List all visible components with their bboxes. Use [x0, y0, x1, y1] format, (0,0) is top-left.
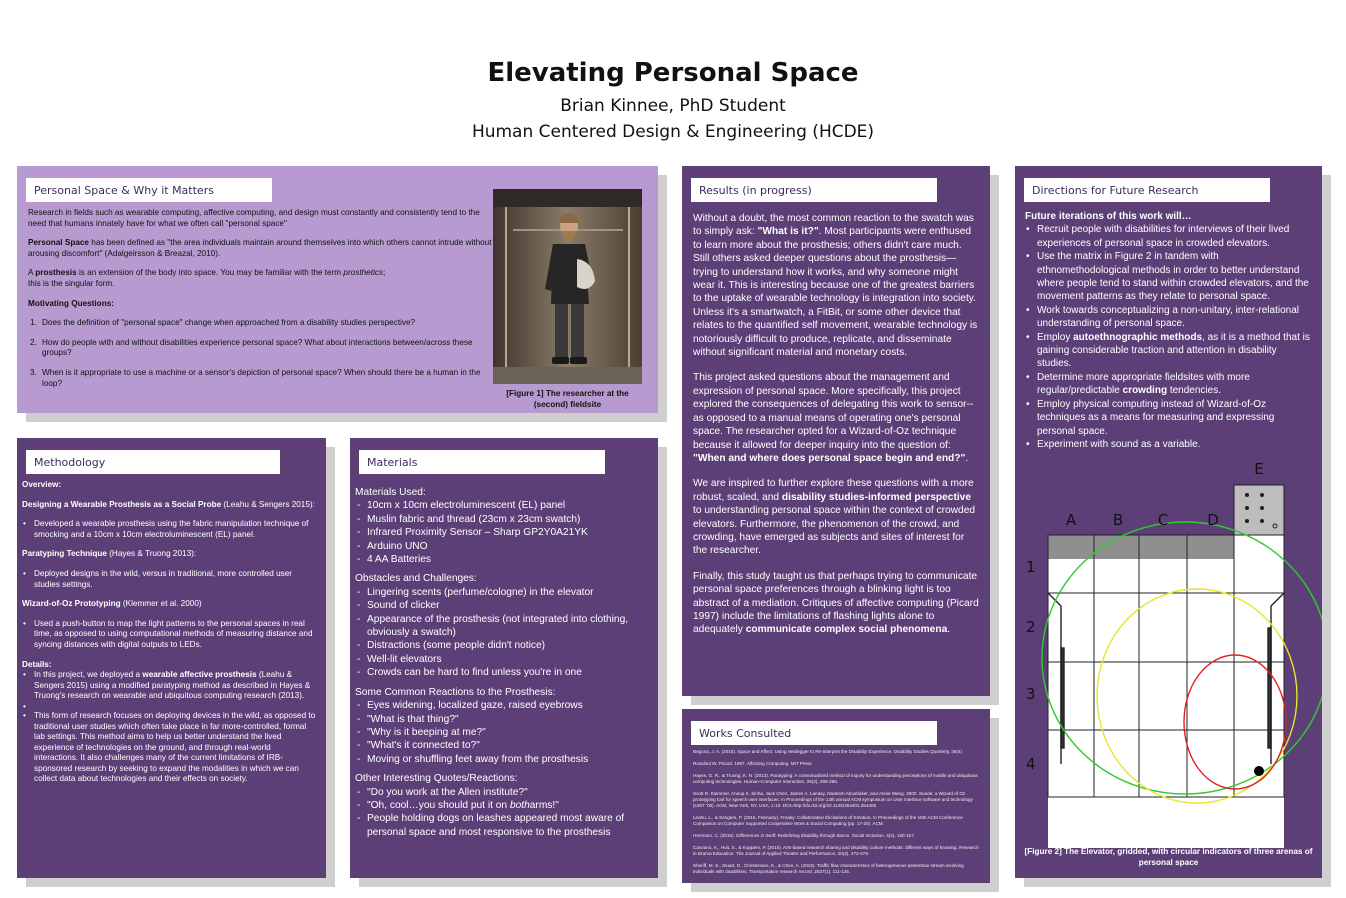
list-item: - Arduino UNO	[355, 540, 650, 553]
list-item: 3. When is it appropriate to use a machine or a sensor's depiction of personal space? When should there be a human in the loop?	[30, 367, 481, 388]
paragraph: This project asked questions about the management and expression of personal space. More specifically, this project explored the consequences of delegating this work to sensor--as opposed to a manual means of operating one's personal space. The researcher opted for a Wizard-of-Oz technique because it allowed for deeper inquiry into the question of: "When and where does personal space begin and end?".	[693, 372, 974, 464]
references-list	[693, 749, 980, 881]
motivating-label: Motivating Questions:	[28, 298, 114, 308]
reference-item: Sheriff, M. S., Stuart, D., Christensen, K., & Chen, A. (2015). Traffic flow characteristics of heterogeneous pedestrian stream involving individuals with disabilities. Transportation research record, 2537(1), 111-125.	[693, 863, 964, 874]
list-item: • Experiment with sound as a variable.	[1025, 438, 1312, 451]
panel-heading: Results (in progress)	[691, 178, 937, 202]
directions-text	[1025, 210, 1312, 451]
elevator-grid-figure	[1015, 458, 1322, 848]
row-label: 1	[1026, 558, 1036, 576]
reactions-list	[355, 699, 650, 766]
section-title: Designing a Wearable Prosthesis as a Social Probe (Leahu & Sengers 2015):	[22, 499, 315, 509]
panel-heading: Personal Space & Why it Matters	[26, 178, 272, 202]
list-item: - Moving or shuffling feet away from the prosthesis	[355, 753, 650, 766]
list-item: - 4 AA Batteries	[355, 553, 650, 566]
list-item: - Sound of clicker	[355, 599, 650, 612]
section-title: Paratyping Technique (Hayes & Truong 2013):	[22, 549, 197, 559]
author-line: Brian Kinnee, PhD Student	[560, 96, 786, 116]
list-item: • Recruit people with disabilities for interviews of their lived experiences of personal space in crowded elevators.	[1025, 223, 1312, 250]
list-item: - Infrared Proximity Sensor – Sharp GP2Y0A21YK	[355, 526, 650, 539]
figure-2-caption: [Figure 2] The Elevator, gridded, with circular indicators of three arenas of personal space	[1024, 847, 1313, 867]
panel-heading: Materials	[359, 450, 605, 474]
list-item: - "Why is it beeping at me?"	[355, 726, 650, 739]
obstacles-label: Obstacles and Challenges:	[355, 573, 477, 585]
list-item: - 10cm x 10cm electroluminescent (EL) panel	[355, 499, 650, 512]
list-item: - "Do you work at the Allen institute?"	[355, 786, 650, 799]
list-item: - "What's it connected to?"	[355, 739, 650, 752]
list-item: - Lingering scents (perfume/cologne) in the elevator	[355, 586, 650, 599]
list-item: - Muslin fabric and thread (23cm x 23cm swatch)	[355, 513, 650, 526]
panel-heading: Methodology	[26, 450, 280, 474]
paragraph: Personal Space has been defined as "the area individuals maintain around themselves into which others cannot intrude without arousing discomfort" (Adalgeirsson & Breazal, 2010).	[28, 238, 492, 258]
bullet-list	[22, 619, 317, 651]
row-labels	[1026, 558, 1036, 773]
quotes-list	[355, 786, 650, 840]
reference-item: Hayes, G. R., & Truong, K. N. (2013). Paratyping: A contextualized method of inquiry for understanding perceptions of mobile and ubiquitous computing technologies. Human–Computer Interaction, 28(3), 265-286.	[693, 773, 978, 784]
reference-item: Canzano, K., Hoit, S., & Kuppers, P. (2015). Arts-based research sharing and disability culture methods: different ways of knowing. Research in Drama Education: The Journal of Applied Theatre and Performance, 20(4), 472-479.	[693, 845, 979, 856]
reference-item: Scott R. Klemmer, Anoop K. Sinha, Jack Chen, James A. Landay, Nadeem Aboobaker, and Annie Wang. 2000. Suede: a Wizard of Oz prototyping tool for speech user interfaces. In Proceedings of the 13th annual ACM symposium on User interface software and technology (UIST '00). ACM, New York, NY, USA, 1-10. DOI=http://dx.doi.org/10.1145/354401.354406	[693, 791, 973, 808]
materials-list	[355, 499, 650, 566]
reactions-label: Some Common Reactions to the Prosthesis:	[355, 686, 556, 698]
panel-heading: Works Consulted	[691, 721, 937, 745]
department-line: Human Centered Design & Engineering (HCDE)	[471, 122, 875, 142]
list-item: - "What is that thing?"	[355, 713, 650, 726]
directions-panel	[1015, 166, 1322, 878]
poster-header	[0, 58, 1346, 142]
list-item: - Well-lit elevators	[355, 653, 650, 666]
reference-item: Begona, J. A. (2015). Space and Affect: Using Heidegger to Re-Interpret the Disability Experience. Disability Studies Quarterly, 35(4)	[693, 749, 962, 754]
list-item: - Distractions (some people didn't notice)	[355, 639, 650, 652]
results-text	[693, 212, 980, 637]
paragraph: A prosthesis is an extension of the body into space. You may be familiar with the term prosthetics;	[28, 268, 386, 278]
paragraph: Finally, this study taught us that perhaps trying to communicate personal space preferences through a blinking light is too abstract of a mediation. Critiques of affective computing (Picard 1997) include the limitations of flashing lights alone to adequately communicate complex social phenomena.	[693, 570, 979, 636]
reference-item: Rosalind W. Picard. 1997. Affecting Computing. MIT Press.	[693, 761, 813, 766]
figure-1-caption: [Figure 1] The researcher at the (second) fieldsite	[506, 389, 629, 409]
reference-item: Hermann, C. (2016). Differences in Itself: Redefining disability through dance. Social Inclusion, 4(4), 160-167.	[693, 833, 916, 838]
list-item: • In this project, we deployed a wearable affective prosthesis (Leahu & Sengers 2015) using a modified paratyping method as described in Hayes & Truong's research on wearable and ubiquitous computing research (2013).	[22, 670, 317, 702]
row-label: 2	[1026, 618, 1036, 636]
methodology-text	[22, 480, 317, 785]
column-label: C	[1157, 511, 1169, 529]
column-label: A	[1065, 511, 1077, 529]
list-item: • Determine more appropriate fieldsites with more regular/predictable crowding tendencies.	[1025, 371, 1312, 398]
paragraph: Research in fields such as wearable computing, affective computing, and design must constantly and consistently tend to the need that humans innately have for what we often call "personal space"	[28, 208, 480, 228]
row-label: 3	[1026, 685, 1036, 703]
list-item: • Developed a wearable prosthesis using the fabric manipulation technique of smocking and a 10cm x 10cm electroluminescent (EL) panel.	[22, 519, 317, 540]
methodology-panel	[17, 438, 326, 878]
quotes-label: Other Interesting Quotes/Reactions:	[355, 773, 518, 785]
list-item: • Used a push-button to map the light patterns to the personal spaces in real time, as opposed to using computational methods of measuring distance and syncing distances with digital outputs to LEDs.	[22, 619, 317, 651]
row-label: 4	[1026, 755, 1036, 773]
elevator-floor	[1048, 535, 1284, 848]
list-item: - Eyes widening, localized gaze, raised eyebrows	[355, 699, 650, 712]
list-item: • Employ autoethnographic methods, as it is a method that is gaining considerable traction and attention in disability studies.	[1025, 331, 1312, 371]
bullet-list	[22, 569, 317, 590]
column-label: B	[1112, 511, 1124, 529]
materials-text	[355, 486, 650, 839]
list-item: - Appearance of the prosthesis (not integrated into clothing, obviously a swatch)	[355, 613, 650, 640]
researcher-photo	[493, 189, 642, 384]
section-title: Wizard-of-Oz Prototyping (Klemmer et al. 2000)	[22, 599, 202, 609]
directions-list	[1025, 223, 1312, 451]
paragraph: We are inspired to further explore these questions with a more robust, scaled, and disability studies-informed perspective to understanding personal space within the context of crowded elevators. Furthermore, the phenomenon of the crowd, and crowding, have emerged as subjects and sites of interest for the researcher.	[693, 478, 976, 557]
overview-label: Overview:	[22, 480, 62, 489]
list-item: • Work towards conceptualizing a non-unitary, inter-relational understanding of personal space.	[1025, 304, 1312, 331]
obstacles-list	[355, 586, 650, 680]
personal-space-text	[28, 208, 494, 389]
directions-intro: Future iterations of this work will…	[1025, 211, 1192, 222]
details-label: Details:	[22, 659, 52, 669]
works-consulted-panel	[682, 709, 990, 883]
list-item: 1. Does the definition of "personal space" change when approached from a disability studies perspective?	[30, 318, 416, 328]
paragraph: this is the singular form.	[28, 278, 115, 288]
materials-used-label: Materials Used:	[355, 487, 426, 498]
list-item: 2. How do people with and without disabilities experience personal space? What about interactions between/across these groups?	[30, 337, 473, 358]
reference-item: Leahu, L., & Sengers, P. (2015, February). Freaky: Collaborative Elicitations of Emotion. In Proceedings of the 18th ACM Conference Companion on Computer Supported Cooperative Work & Social Computing (pp. 17-20). ACM.	[693, 815, 963, 826]
elevator-photo-illustration	[493, 189, 642, 384]
paragraph: Without a doubt, the most common reaction to the swatch was to simply ask: "What is it?". Most participants were enthused to learn more about the prosthesis; others didn't care much. Still others asked deeper questions about the prosthesis—trying to understand how it works, and why someone might wear it. This is interesting because one of the greatest barriers to the uptake of wearable technology is integration into society. Unless it's a smartwatch, a FitBit, or some other device that relates to the quantified self movement, wearable technology is notoriously difficult to produce, replicate, and disseminate without significant material and monetary costs.	[693, 213, 978, 359]
list-item: • Use the matrix in Figure 2 in tandem with ethnomethodological methods in order to better understand where people tend to stand within crowded elevators, and the movement patterns as they relate to personal space.	[1025, 250, 1312, 304]
results-panel	[682, 166, 990, 696]
column-label: E	[1254, 460, 1264, 478]
materials-panel	[350, 438, 658, 878]
bullet-list	[22, 519, 317, 540]
question-list	[28, 318, 494, 389]
list-item: - People holding dogs on leashes appeared most aware of personal space and most responsive to the prosthesis	[355, 812, 650, 839]
bullet-list	[22, 670, 317, 785]
panel-heading: Directions for Future Research	[1024, 178, 1270, 202]
poster-title: Elevating Personal Space	[487, 58, 859, 88]
list-item: - "Oh, cool…you should put it on botharms!"	[355, 799, 650, 812]
person-marker	[1254, 766, 1264, 776]
list-item: - Crowds can be hard to find unless you're in one	[355, 666, 650, 679]
list-item: • This form of research focuses on deploying devices in the wild, as opposed to traditional user studies which often take place in far more-controlled, formal lab settings. This method aims to help us better understand the lived experience of technologies on the ground, and through real-world interactions. It also challenges many of the current limitations of IRB-sponsored research by seeking to expand the modalities in which we can collect data about technologies and their effects on society.	[22, 711, 317, 785]
column-label: D	[1207, 511, 1219, 529]
list-item: • Deployed designs in the wild, versus in traditional, more controlled user studies settings.	[22, 569, 317, 590]
elevator-header-strip	[1048, 535, 1234, 559]
list-item: • Employ physical computing instead of Wizard-of-Oz techniques as a means for measuring and expressing personal space.	[1025, 398, 1312, 438]
